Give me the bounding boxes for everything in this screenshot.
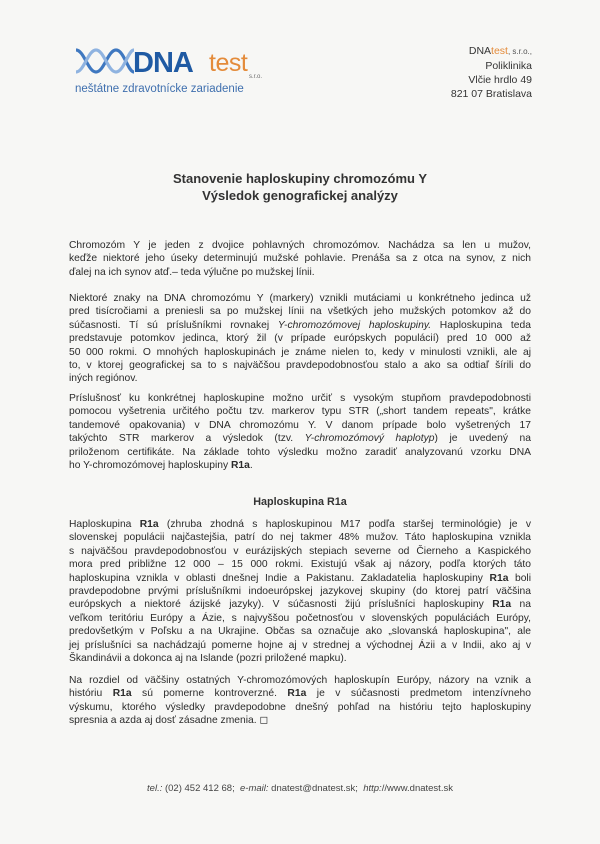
address-brand-dna: DNA [468, 45, 492, 57]
contact-footer [0, 783, 600, 794]
clinic-address [451, 44, 532, 101]
text-line: pomocou vyšetrenia určitého počtu tzv. markerov typu STR („short tandem repeats", krátke [69, 406, 531, 418]
text-line: 50 000 rokmi. O mnohých haploskupinách je známe nielen to, kedy v minulosti vznikli, ale aj [69, 346, 531, 358]
dna-helix-icon [74, 46, 136, 76]
website-link[interactable]: //www.dnatest.sk [381, 783, 453, 794]
text-line: priloženom certifikáte. Na základe tohto výsledku možno zaradiť analyzovanú vzorku DNA [69, 446, 531, 458]
logo-subtitle: neštátne zdravotnícke zariadenie [75, 83, 244, 95]
dnatest-logo [74, 40, 274, 100]
text-line: to, v ktorej geografickej sa to s najväčšou pravdepodobnosťou stalo a ako sa odtiaľ šírili do [69, 360, 531, 372]
email-label: e-mail: [240, 783, 269, 794]
logo-sro-text: s.r.o. [249, 74, 263, 80]
text-line: slovenskej populácii najčastejšia, patrí do nej takmer 48% mužov. Táto haploskupina vznikla [69, 532, 531, 544]
text-line: históriu R1a sú pomerne kontroverzné. R1a je v súčasnosti predmetom intenzívneho [69, 688, 532, 700]
text-line: keďže niektoré jeho úseky determinujú mužské pohlavie. Prenáša sa z otca na synov, z nich [69, 253, 531, 265]
document-title: Stanovenie haploskupiny chromozómu Y [172, 171, 428, 186]
markers-paragraph [69, 292, 531, 386]
logo-test-text: test [209, 49, 248, 77]
text-line: Haploskupina R1a (zhruba zhodná s haploskupinou M17 podľa staršej terminológie) je v [69, 519, 531, 530]
section-heading: Haploskupina R1a [253, 496, 347, 508]
phone-number: (02) 452 412 68; [164, 783, 235, 794]
text-line: Niektoré znaky na DNA chromozómu Y (markery) vznikli mutáciami u konkrétneho jedinca už [69, 293, 531, 304]
text-line: Príslušnosť ku konkrétnej haploskupine možno určiť s vysokým stupňom pravdepodobnosti [69, 393, 531, 404]
address-line-3: Vlčie hrdlo 49 [468, 74, 532, 86]
text-line: mora pred približne 12 000 – 15 000 rokmi. Existujú však aj názory, podľa ktorých táto [69, 559, 531, 571]
method-paragraph [69, 392, 531, 472]
intro-paragraph [69, 239, 531, 279]
address-company [451, 44, 532, 59]
text-line: Škandinávii a dokonca aj na Islande (pozri priložené mapku). [69, 653, 347, 665]
text-line: Chromozóm Y je jeden z dvojice pohlavných chromozómov. Nachádza sa len u mužov, [69, 240, 531, 251]
text-line: tandemové opakovania) v DNA chromozómu Y. V danom prípade bolo vyšetrených 17 [69, 419, 531, 431]
text-line: európskych a niektoré ázijské jazyky). V súčasnosti žijú príslušníci haploskupiny R1a na [69, 599, 531, 611]
text-line: iných regiónov. [69, 373, 138, 385]
text-line: haploskupina vznikla v oblasti dnešnej Indie a Pakistanu. Zakladatelia haploskupiny R1a boli [69, 572, 532, 584]
web-label: http: [363, 783, 382, 794]
email-address[interactable]: dnatest@dnatest.sk; [271, 783, 358, 794]
text-line: veľkom teritóriu Európy a Ázie, s najvyššou početnosťou v slovenských populáciách Európy, [69, 612, 531, 624]
address-sro: , s.r.o., [507, 47, 532, 56]
address-line-2: Poliklinika [485, 60, 532, 72]
address-line-4: 821 07 Bratislava [450, 88, 532, 100]
logo-dna-text: DNA [133, 47, 193, 79]
text-line: súčasnosti. Tí sú príslušníkmi rovnakej Y-chromozómovej haploskupiny. Haploskupina teda [69, 319, 531, 331]
text-line: predstavuje potomkov jedinca, ktorý žil (v prípade európskych populácií) pred 10 000 až [69, 333, 531, 345]
text-line: pred tisícročiami a preniesli sa po mužskej línii na všetkých jeho mužských potomkov až do [69, 306, 531, 318]
text-line: takýchto STR markerov a výsledok (tzv. Y-chromozómový haplotyp) je uvedený na [69, 433, 531, 445]
text-line: ho Y-chromozómovej haploskupiny R1a. [69, 460, 253, 472]
tel-label: tel.: [147, 783, 163, 794]
text-line: s najväčšou pravdepodobnosťou v eurázijských stepiach severne od Čierneho a Kaspického [69, 545, 531, 557]
text-line: predovšetkým v Poľsku a na Ukrajine. Občas sa označuje ako „slovanská haploskupina", ale [69, 626, 531, 638]
address-brand-test: test [491, 45, 508, 57]
text-line: výskumu, ktorého výsledky pravdepodobne dnešný pohľad na históriu tejto haploskupiny [69, 701, 531, 713]
text-line: ďalej na ich synov atď.– teda výlučne po mužskej línii. [69, 266, 315, 278]
controversy-paragraph [69, 674, 531, 728]
haplogroup-paragraph [69, 518, 531, 665]
document-subtitle: Výsledok genografickej analýzy [202, 188, 398, 203]
text-line: Na rozdiel od väčšiny ostatných Y-chromozómových haploskupín Európy, názory na vznik a [69, 675, 531, 686]
text-line: jej príslušníci sa nachádzajú pomerne hojne aj v strednej a východnej Ázii a v Indii, ako aj v [69, 639, 531, 651]
text-line: pravdepodobne prvými príslušníkmi indoeurópskej jazykovej skupiny (do ktorej patrí väčšina [69, 586, 531, 598]
text-line: spresnia a azda aj dosť zásadne zmenia. ◻ [69, 715, 269, 727]
